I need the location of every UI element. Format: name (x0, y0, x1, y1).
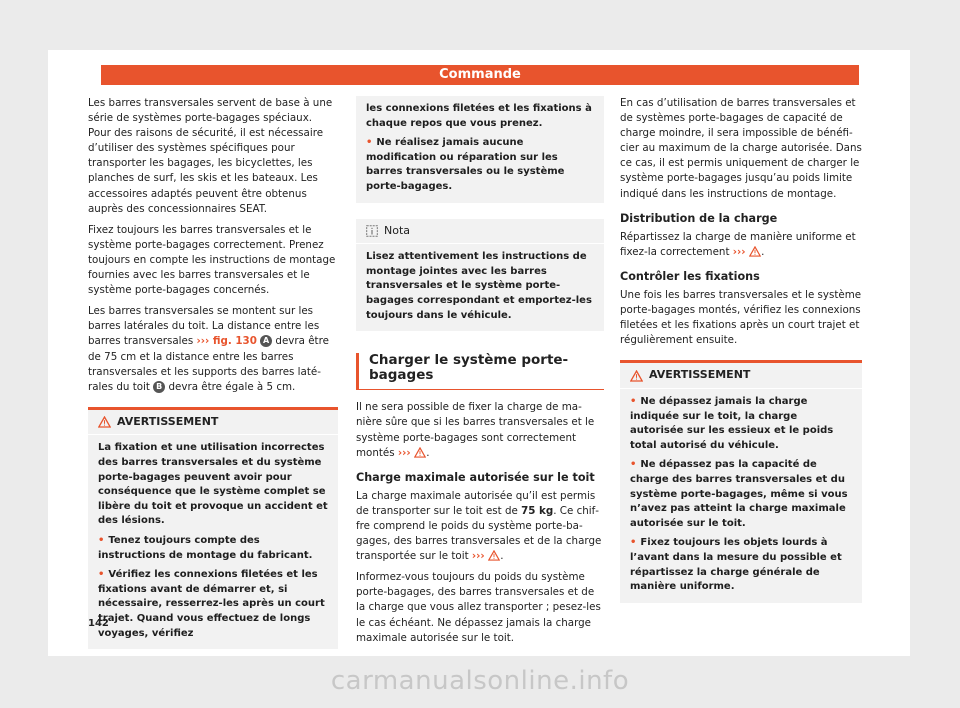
warning-bullet: • Ne dépassez jamais la charge indiquée sur le toit, la charge autorisée sur les essieux et le poids total autorisé du véhicule. (630, 396, 834, 451)
warning-title: AVERTISSEMENT (88, 410, 338, 436)
warning-triangle-icon (630, 370, 643, 382)
warning-link[interactable]: ››› (472, 550, 500, 562)
warning-bullet: • Fixez toujours les objets lourds à l’avant dans la mesure du possible et répartissez la charge générale de manière uniforme. (630, 537, 842, 593)
warning-triangle-icon (414, 447, 426, 458)
warning-bullet: • Tenez toujours compte des instructions de montage du fabricant. (98, 534, 313, 561)
warning-title: AVERTISSEMENT (620, 363, 862, 389)
column-1 (88, 96, 338, 649)
warning-box (88, 407, 338, 649)
warning-bullet: • Ne réalisez jamais aucune modification ou réparation sur les barres transversales ou le système porte-bagages. (366, 137, 565, 192)
warning-box (620, 360, 862, 602)
paragraph: En cas d’utilisation de barres transversales et de systèmes porte-bagages de capacité de charge moindre, il sera impossible de bénéficier au maximum de la charge autorisée. Dans ce cas, il est permis uniquement de charger le système porte-bagages jusqu’au poids limite indiqué dans les instructions de montage. (620, 97, 862, 200)
paragraph: Fixez toujours les barres transversales et le système porte-bagages correctement. Prenez toujours en compte les instructions de montage fournies avec les barres transversales et le système porte-bagages concernés. (88, 223, 336, 297)
warning-triangle-icon (749, 246, 761, 257)
subheading: Contrôler les fixations (620, 269, 760, 283)
paragraph: Les barres transversales se montent sur les barres latérales du toit. La distance entre les barres transversales ››› fig. 130 A devra être de 75 cm et la distance entre les barres transversales et les supports des barres latérales du toit B devra être égale à 5 cm. (88, 305, 329, 393)
warning-text: les connexions filetées et les fixations à chaque repos que vous prenez. (366, 103, 592, 129)
callout-b-badge: B (153, 381, 165, 393)
warning-bullet: • Vérifiez les connexions filetées et les fixations avant de démarrer et, si nécessaire, resserrez-les après un court trajet. Quand vous effectuez de longs voyages, vérifiez (98, 569, 325, 639)
note-box (356, 219, 604, 332)
column-2 (356, 96, 604, 652)
page-number: 142 (88, 618, 109, 629)
warning-triangle-icon (488, 550, 500, 561)
callout-a-badge: A (260, 335, 272, 347)
paragraph: Les barres transversales servent de base à une série de systèmes porte-bagages spéciaux. Pour des raisons de sécurité, il est nécessaire d’utiliser des systèmes spécifiques pour transporter les bagages, les bicyclettes, les planches de surf, les skis et les bateaux. Les accessoires adaptés peuvent être obtenus auprès des concessionnaires SEAT. (88, 97, 333, 215)
page-header: Commande (101, 65, 859, 85)
info-note-icon (366, 225, 378, 237)
warning-triangle-icon (98, 416, 111, 428)
figure-link[interactable]: ››› fig. 130 (196, 335, 257, 348)
warning-box-continued (356, 96, 604, 203)
paragraph: Il ne sera possible de fixer la charge de manière sûre que si les barres transversales et le système porte-bagages sont correctement montés ››› . (356, 401, 595, 459)
section-title: Charger le système porte-bagages (356, 353, 604, 390)
note-text: Lisez attentivement les instructions de montage jointes avec les barres transversales et le système porte-bagages correspondant et emportez-les toujours dans le véhicule. (366, 251, 592, 321)
subheading: Distribution de la charge (620, 211, 778, 225)
warning-link[interactable]: ››› (398, 447, 426, 459)
warning-bullet: • Ne dépassez pas la capacité de charge des barres transversales et du système porte-bagages, même si vous n’avez pas atteint la charge maximale autorisée sur le toit. (630, 459, 848, 529)
paragraph: La charge maximale autorisée qu’il est permis de transporter sur le toit est de 75 kg. Ce chiffre comprend le poids du système porte-bagages, des barres transversales et de la charge transportée sur le toit ››› . (356, 489, 602, 563)
warning-link[interactable]: ››› (733, 246, 761, 258)
subheading: Charge maximale autorisée sur le toit (356, 470, 595, 484)
warning-text: La fixation et une utilisation incorrectes des barres transversales et du système porte-bagages peuvent avoir pour conséquence que le système complet se libère du toit et provoque un accident et des lésions. (98, 442, 328, 527)
column-3 (620, 96, 862, 603)
note-title: Nota (356, 219, 604, 245)
paragraph: Répartissez la charge de manière uniforme et fixez-la correctement ››› . (620, 230, 856, 258)
paragraph: Informez-vous toujours du poids du système porte-bagages, des barres transversales et de la charge que vous allez transporter ; pesez-les le cas échéant. Ne dépassez jamais la charge maximale autorisée sur le toit. (356, 571, 601, 644)
watermark: carmanualsonline.info (330, 666, 630, 696)
paragraph: Une fois les barres transversales et le système porte-bagages montés, vérifiez les connexions filetées et les fixations après un court trajet et régulièrement ensuite. (620, 289, 862, 347)
